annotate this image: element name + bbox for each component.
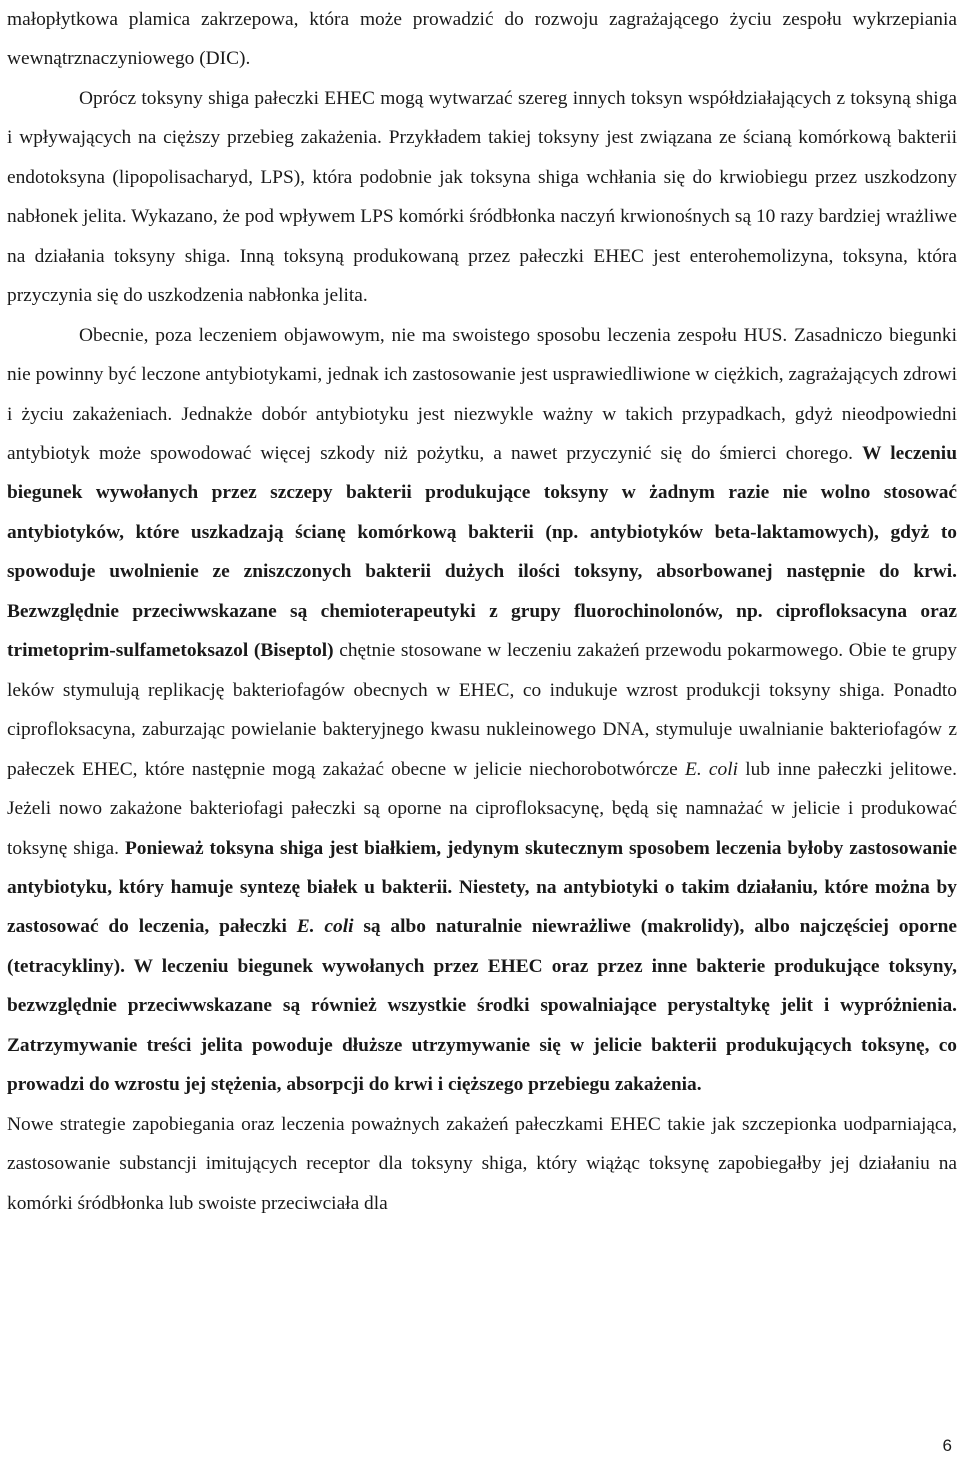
text-run: Obecnie, poza leczeniem objawowym, nie ma swoistego sposobu leczenia zespołu HUS. Zasadniczo biegunki nie powinny być leczone antybiotykami, jednak ich zastosowanie jest usprawiedliwione w ciężkich, zagrażających zdrowi i życiu zakażeniach. Jednakże dobór antybiotyku jest niezwykle ważny w takich przypadkach, gdyż nieodpowiedni antybiotyk może spowodować więcej szkody niż pożytku, a nawet przyczynić się do śmierci chorego. <box>7 324 957 464</box>
text-run: lub inne pałeczki jelitowe. Jeżeli nowo zakażone bakteriofagi pałeczki są oporne na ciprofloksacynę, będą się namnażać w jelicie i produkować toksynę shiga. <box>7 758 957 859</box>
text-run: Nowe strategie zapobiegania oraz leczenia poważnych zakażeń pałeczkami EHEC takie jak szczepionka uodparniająca, zastosowanie substancji imitujących receptor dla toksyny shiga, który wiążąc toksynę zapobiegałby jej działaniu na komórki śródbłonka lub swoiste przeciwciała dla <box>7 1113 957 1214</box>
document-body <box>7 0 957 1223</box>
bold-text-run: Ponieważ toksyna shiga jest białkiem, jedynym skutecznym sposobem leczenia byłoby zastosowanie antybiotyku, który hamuje syntezę białek u bakterii. Niestety, na antybiotyki o takim działaniu, które można by zastosować do leczenia, pałeczki <box>7 837 958 938</box>
italic-species-name: E. coli <box>296 916 354 938</box>
italic-species-name: E. coli <box>684 758 738 780</box>
text-run: Oprócz toksyny shiga pałeczki EHEC mogą wytwarzać szereg innych toksyn współdziałających z toksyną shiga i wpływających na cięższy przebieg zakażenia. Przykładem takiej toksyny jest związana ze ścianą komórkową bakterii endotoksyna (lipopolisacharyd, LPS), która podobnie jak toksyna shiga wchłania się do krwiobiegu przez uszkodzony nabłonek jelita. Wykazano, że pod wpływem LPS komórki śródbłonka naczyń krwionośnych są 10 razy bardziej wrażliwe na działania toksyny shiga. Inną toksyną produkowaną przez pałeczki EHEC jest enterohemolizyna, toksyna, która przyczynia się do uszkodzenia nabłonka jelita. <box>7 87 957 307</box>
text-run: małopłytkowa plamica zakrzepowa, która może prowadzić do rozwoju zagrażającego życiu zespołu wykrzepiania wewnątrznaczyniowego (DIC). <box>7 9 957 70</box>
bold-text-run: są albo naturalnie niewrażliwe (makrolidy), albo najczęściej oporne (tetracykliny). W leczeniu biegunek wywołanych przez EHEC oraz przez inne bakterie produkujące toksyny, bezwzględnie przeciwwskazane są również wszystkie środki spowalniające perystaltykę jelit i wypróżnienia. Zatrzymywanie treści jelita powoduje dłuższe utrzymywanie się w jelicie bakterii produkujących toksynę, co prowadzi do wzrostu jej stężenia, absorpcji do krwi i cięższego przebiegu zakażenia. <box>7 916 957 1096</box>
paragraph-4 <box>7 1105 957 1223</box>
page-number: 6 <box>942 1436 952 1455</box>
bold-text-run: W leczeniu biegunek wywołanych przez szczepy bakterii produkujące toksyny w żadnym razie nie wolno stosować antybiotyków, które uszkadzają ścianę komórkową bakterii (np. antybiotyków beta-laktamowych), gdyż to spowoduje uwolnienie ze zniszczonych bakterii dużych ilości toksyny, absorbowanej następnie do krwi. Bezwzględnie przeciwwskazane są chemioterapeutyki z grupy fluorochinolonów, np. ciprofloksacyna oraz trimetoprim-sulfametoksazol (Biseptol) <box>7 442 957 662</box>
bold-italic-species-name <box>297 916 354 937</box>
paragraph-3 <box>7 316 957 1105</box>
paragraph-2 <box>7 79 957 316</box>
paragraph-1 <box>7 0 957 79</box>
text-run: chętnie stosowane w leczeniu zakażeń przewodu pokarmowego. Obie te grupy leków stymulują replikację bakteriofagów obecnych w EHEC, co indukuje wzrost produkcji toksyny shiga. Ponadto ciprofloksacyna, zaburzając powielanie bakteryjnego kwasu nukleinowego DNA, stymuluje uwalnianie bakteriofagów z pałeczek EHEC, które następnie mogą zakażać obecne w jelicie niechorobotwórcze <box>7 640 957 780</box>
